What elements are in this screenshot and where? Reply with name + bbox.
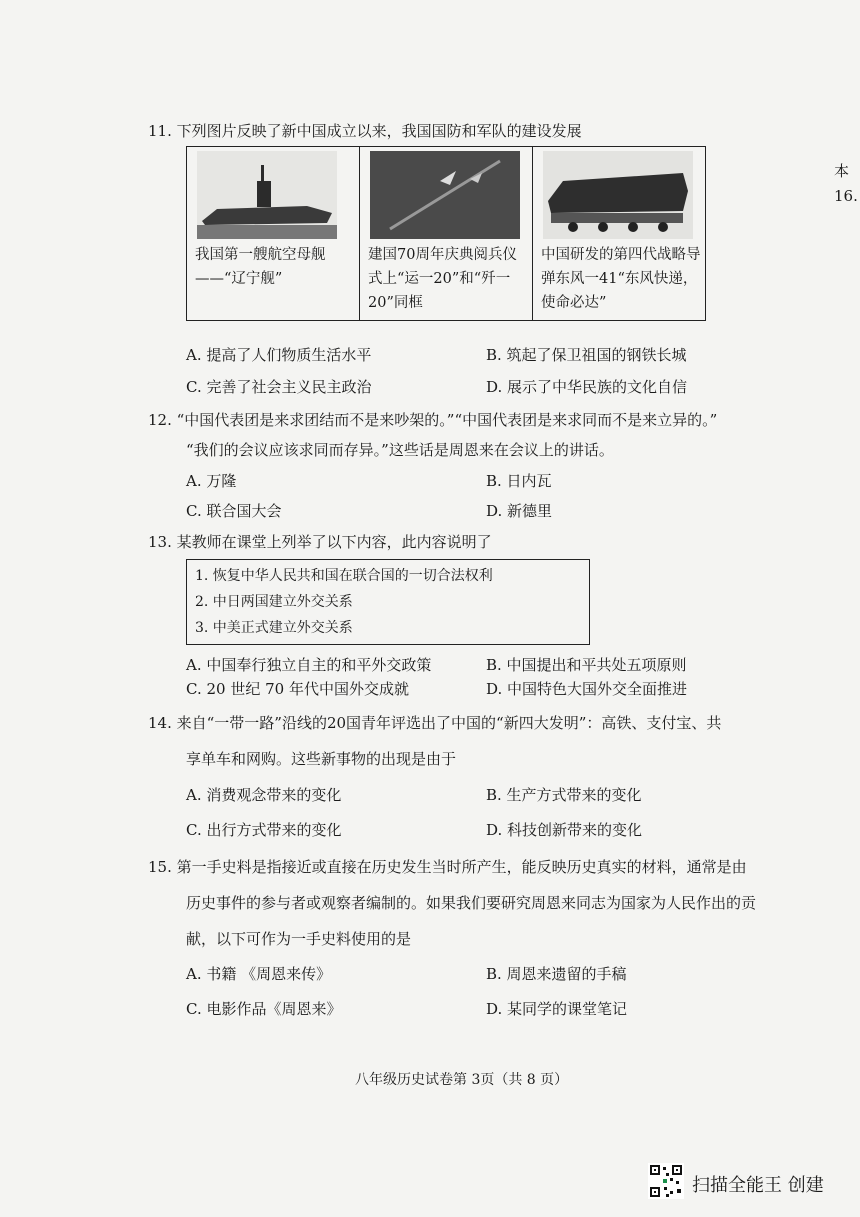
q12-line1: 12. “中国代表团是来求团结而不是来吵架的。”“中国代表团是来求同而不是来立异的。” [148, 411, 718, 429]
q13-option-c: C. 20 世纪 70 年代中国外交成就 [186, 680, 409, 698]
q14-option-a: A. 消费观念带来的变化 [186, 786, 342, 804]
q12-option-a: A. 万隆 [186, 472, 237, 490]
q11-cell-aircraft [360, 147, 533, 320]
q14-option-c: C. 出行方式带来的变化 [186, 821, 342, 839]
q15-line1: 15. 第一手史料是指接近或直接在历史发生当时所产生，能反映历史真实的材料，通常是由 [148, 858, 747, 876]
q15-option-b: B. 周恩来遗留的手稿 [486, 965, 627, 983]
q11-image-table [186, 146, 706, 321]
q13-item-1: 1. 恢复中华人民共和国在联合国的一切合法权利 [195, 568, 493, 584]
q15-option-a: A. 书籍 《周恩来传》 [186, 965, 332, 983]
q15-line2: 历史事件的参与者或观察者编制的。如果我们要研究周恩来同志为国家为人民作出的贡 [186, 894, 757, 912]
aircraft-photo [370, 151, 520, 239]
q11-caption-3: 中国研发的第四代战略导弹东风一41“东风快递，使命必达” [541, 247, 701, 311]
q11-option-d: D. 展示了中华民族的文化自信 [486, 378, 688, 396]
q14-option-b: B. 生产方式带来的变化 [486, 786, 642, 804]
edge-text-2: 16. [834, 187, 858, 205]
q14-option-d: D. 科技创新带来的变化 [486, 821, 643, 839]
q15-option-d: D. 某同学的课堂笔记 [486, 1000, 628, 1018]
q12-option-d: D. 新德里 [486, 502, 553, 520]
page-footer: 八年级历史试卷第 3页（共 8 页） [355, 1072, 569, 1088]
q13-option-a: A. 中国奉行独立自主的和平外交政策 [186, 656, 432, 674]
q15-option-c: C. 电影作品《周恩来》 [186, 1000, 342, 1018]
q11-option-b: B. 筑起了保卫祖国的钢铁长城 [486, 346, 687, 364]
q11-option-c: C. 完善了社会主义民主政治 [186, 378, 372, 396]
q11-cell-missile [533, 147, 705, 320]
q13-content-box [186, 559, 590, 645]
q13-option-d: D. 中国特色大国外交全面推进 [486, 680, 688, 698]
q15-line3: 献，以下可作为一手史料使用的是 [186, 930, 412, 948]
missile-photo [543, 151, 693, 239]
q11-option-a: A. 提高了人们物质生活水平 [186, 346, 372, 364]
q14-line1: 14. 来自“一带一路”沿线的20国青年评选出了中国的“新四大发明”：高铁、支付宝、共 [148, 714, 722, 732]
q13-option-b: B. 中国提出和平共处五项原则 [486, 656, 687, 674]
carrier-photo [197, 151, 337, 239]
qr-code-icon [648, 1163, 684, 1199]
q12-option-c: C. 联合国大会 [186, 502, 282, 520]
q12-option-b: B. 日内瓦 [486, 472, 552, 490]
q11-caption-1: 我国第一艘航空母舰——“辽宁舰” [195, 247, 326, 287]
q13-stem: 13. 某教师在课堂上列举了以下内容，此内容说明了 [148, 533, 492, 551]
q11-cell-carrier [187, 147, 360, 320]
q13-item-3: 3. 中美正式建立外交关系 [195, 620, 353, 636]
q11-caption-2: 建国70周年庆典阅兵仪式上“运一20”和“歼一20”同框 [368, 247, 517, 311]
edge-text-1: 本 [834, 162, 850, 180]
watermark-text: 扫描全能王 创建 [692, 1175, 824, 1196]
q13-item-2: 2. 中日两国建立外交关系 [195, 594, 353, 610]
q12-line2: “我们的会议应该求同而存异。”这些话是周恩来在会议上的讲话。 [186, 441, 614, 459]
q14-line2: 享单车和网购。这些新事物的出现是由于 [186, 750, 457, 768]
q11-stem: 11. 下列图片反映了新中国成立以来，我国国防和军队的建设发展 [148, 122, 582, 140]
